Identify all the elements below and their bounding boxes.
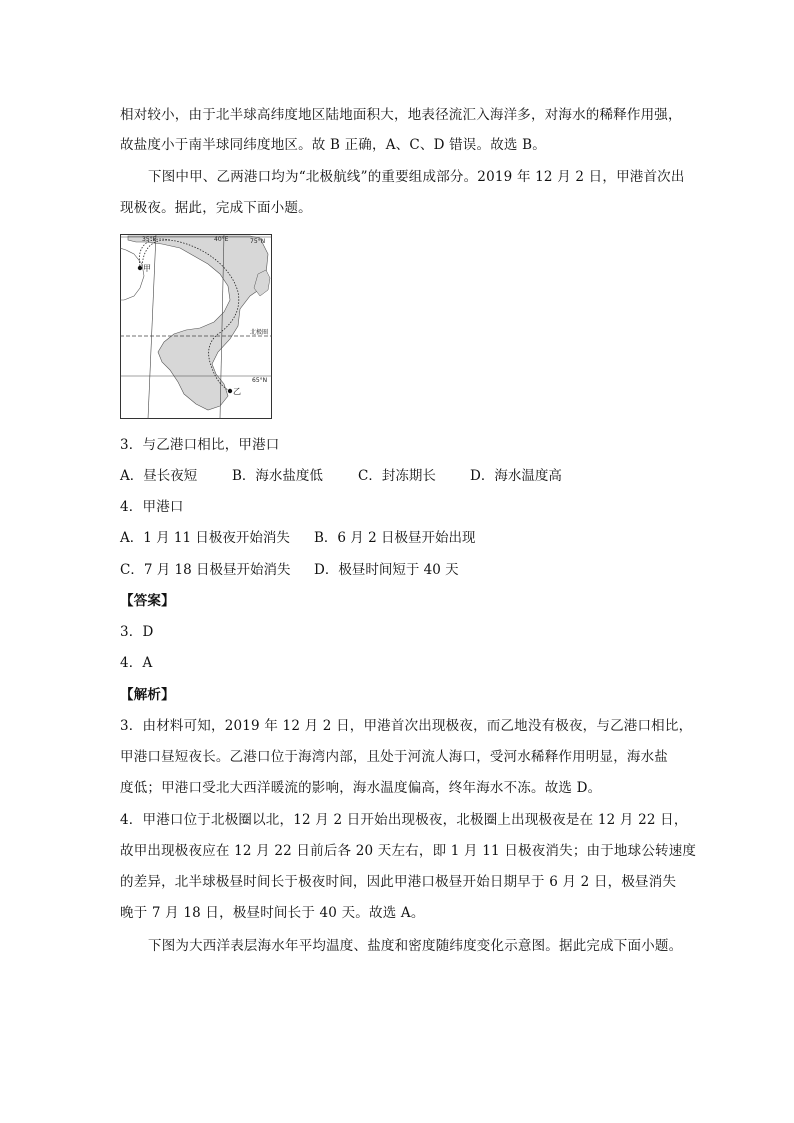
q4-option-d[interactable]: D．极昼时间短于 40 天 [314, 562, 459, 578]
answer-line: 3．D [120, 624, 154, 640]
analysis-line: 故甲出现极夜应在 12 月 22 日前后各 20 天左右，即 1 月 11 日极夜消失；由于地球公转速度 [120, 843, 697, 859]
lat-65-label: 65°N [252, 377, 268, 384]
lon-40-label: 40°E [214, 236, 229, 243]
question-intro-line: 下图中甲、乙两港口均为“北极航线”的重要组成部分。2019 年 12 月 2 日，甲港首次出 [148, 169, 685, 185]
paragraph-line: 故盐度小于南半球同纬度地区。故 B 正确，A、C、D 错误。故选 B。 [120, 137, 546, 153]
q4-option-c[interactable]: C．7 月 18 日极昼开始消失 [120, 562, 291, 578]
map-figure [120, 234, 272, 419]
question-intro-line: 现极夜。据此，完成下面小题。 [120, 200, 312, 216]
analysis-line: 4．甲港口位于北极圈以北，12 月 2 日开始出现极夜，北极圈上出现极夜是在 12 月 22 日， [120, 812, 688, 828]
analysis-line: 晚于 7 月 18 日，极昼时间长于 40 天。故选 A。 [120, 905, 425, 921]
analysis-line: 的差异，北半球极昼时间长于极夜时间，因此甲港口极昼开始日期早于 6 月 2 日，极昼消失 [120, 874, 677, 890]
q3-option-c[interactable]: C．封冻期长 [358, 468, 436, 484]
q4-stem: 4．甲港口 [120, 499, 184, 515]
next-question-intro: 下图为大西洋表层海水年平均温度、盐度和密度随纬度变化示意图。据此完成下面小题。 [148, 938, 683, 954]
analysis-heading: 【解析】 [120, 687, 175, 703]
port-yi-dot [228, 389, 232, 393]
answer-line: 4．A [120, 655, 153, 671]
answer-heading: 【答案】 [120, 593, 175, 609]
port-jia-label: 甲 [143, 264, 151, 273]
port-yi-label: 乙 [233, 387, 241, 396]
q4-option-a[interactable]: A．1 月 11 日极夜开始消失 [120, 530, 290, 546]
q3-option-d[interactable]: D．海水温度高 [470, 468, 562, 484]
arctic-circle-label: 北极圈 [250, 329, 269, 336]
lon-35-label: 35°E [142, 236, 157, 243]
q3-stem: 3．与乙港口相比，甲港口 [120, 437, 280, 453]
q3-option-a[interactable]: A．昼长夜短 [120, 468, 198, 484]
arctic-route-map [120, 234, 272, 419]
q4-option-b[interactable]: B．6 月 2 日极昼开始出现 [314, 530, 476, 546]
port-jia-dot [138, 266, 142, 270]
lat-75-label: 75°N [250, 238, 266, 245]
analysis-line: 甲港口昼短夜长。乙港口位于海湾内部，且处于河流人海口，受河水稀释作用明显，海水盐 [120, 749, 668, 765]
q3-option-b[interactable]: B．海水盐度低 [232, 468, 323, 484]
analysis-line: 3．由材料可知，2019 年 12 月 2 日，甲港首次出现极夜，而乙地没有极夜，与乙港口相比， [120, 718, 693, 734]
analysis-line: 度低；甲港口受北大西洋暖流的影响，海水温度偏高，终年海水不冻。故选 D。 [120, 780, 602, 796]
paragraph-line: 相对较小，由于北半球高纬度地区陆地面积大，地表径流汇入海洋多，对海水的稀释作用强， [120, 107, 682, 123]
